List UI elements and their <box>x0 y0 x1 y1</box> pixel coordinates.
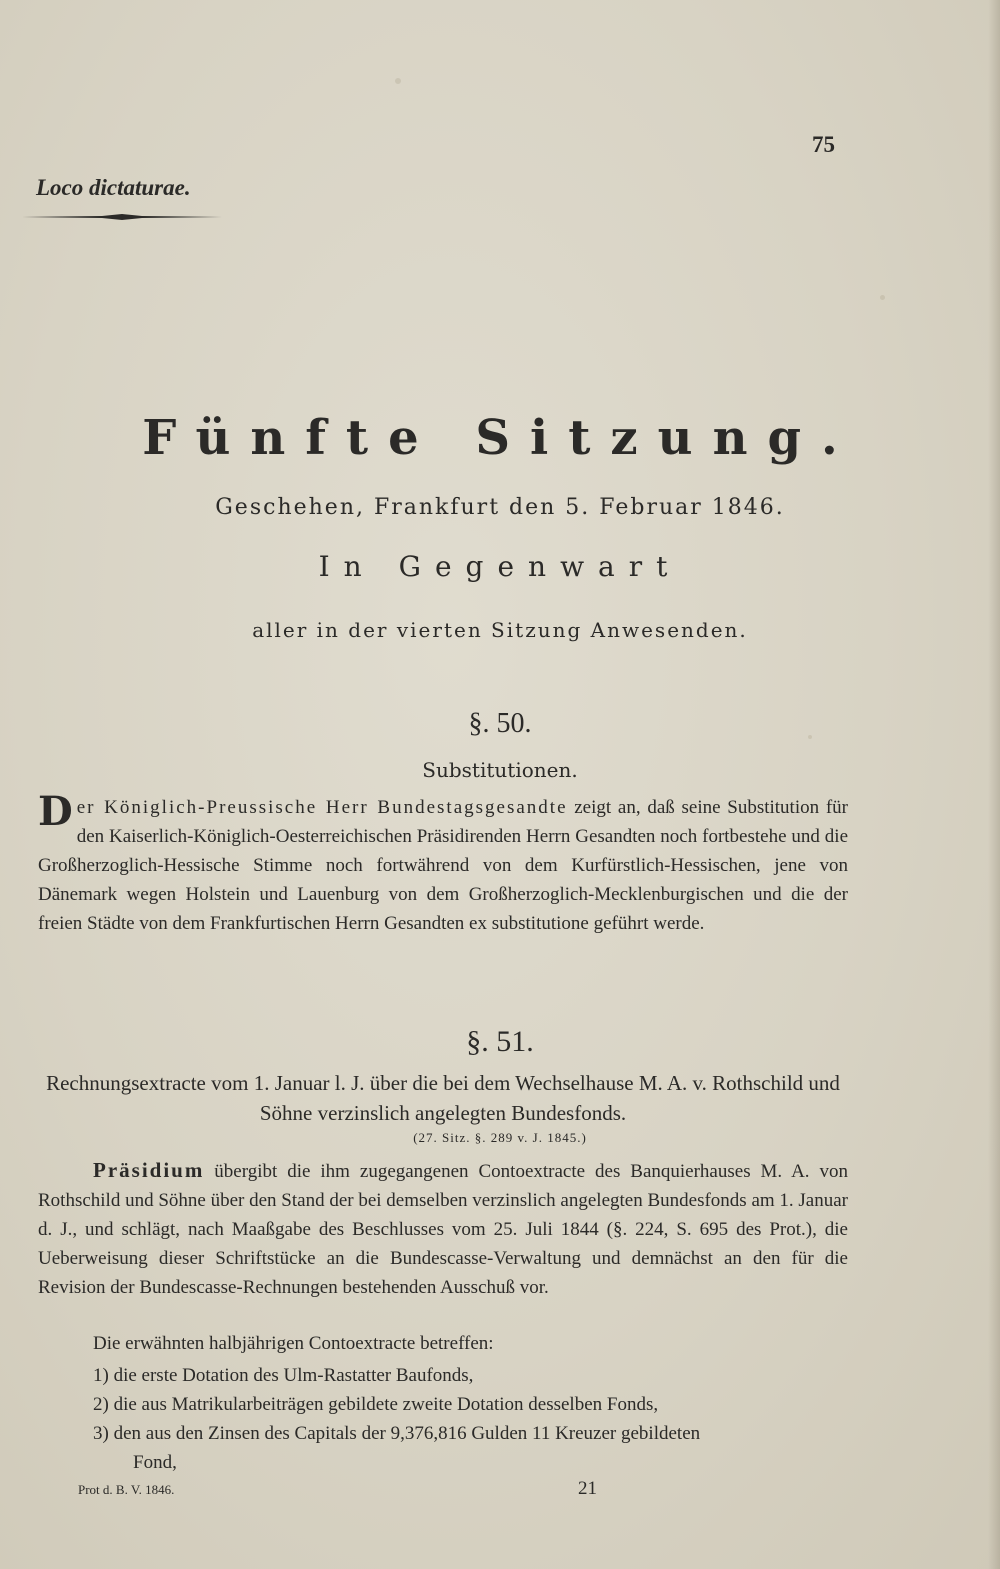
page-number: 75 <box>812 132 835 157</box>
section-51-reference: (27. Sitz. §. 289 v. J. 1845.) <box>413 1130 587 1145</box>
section-50-number: §. 50. <box>468 708 532 739</box>
section-51-paragraph <box>38 1156 848 1302</box>
session-dateline: Geschehen, Frankfurt den 5. Februar 1846. <box>215 495 785 520</box>
session-title: Fünfte Sitzung. <box>142 410 858 466</box>
section-51-number: §. 51. <box>466 1025 534 1058</box>
sheet-number: 21 <box>578 1478 597 1499</box>
paper-stain <box>395 78 401 84</box>
decorative-rule <box>22 212 222 222</box>
page-edge-shadow <box>988 0 1000 1569</box>
section-50-text: zeigt an, daß seine Substitution für den Kaiserlich-Königlich-Oesterreichischen Präsidirenden Herrn Gesandten noch fortbestehe und die Großherzoglich-Hessische Stimme noch fortwährend von dem Kurfürstlich-Hessischen, jene von Dänemark wegen Holstein und Lauenburg von dem Großherzoglich-Mecklenburgischen und die der freien Städte von dem Frankfurtischen Herrn Gesandten ex substitutione geführt werde. <box>38 797 848 934</box>
list-item: 1) die erste Dotation des Ulm-Rastatter Baufonds, <box>93 1365 474 1386</box>
marginal-note: Loco dictaturae. <box>36 175 191 200</box>
list-item: 2) die aus Matrikularbeiträgen gebildete zweite Dotation desselben Fonds, <box>93 1394 659 1415</box>
attendance-line: aller in der vierten Sitzung Anwesenden. <box>252 618 748 642</box>
section-50-paragraph <box>38 788 848 938</box>
signature-mark: Prot d. B. V. 1846. <box>78 1482 175 1497</box>
section-51-lead: Präsidium <box>93 1158 205 1182</box>
contents-list <box>93 1361 853 1477</box>
paper-stain <box>880 295 885 300</box>
section-50-subject: Substitutionen. <box>422 758 578 782</box>
drop-cap: D <box>38 788 73 835</box>
section-51-text: übergibt die ihm zugegangenen Contoextracte des Banquierhauses M. A. von Rothschild und Söhne über den Stand der bei demselben verzinslich angelegten Bundesfonds am 1. Januar d. J., und schlägt, nach Maaßgabe des Beschlusses vom 25. Juli 1844 (§. 224, S. 695 des Prot.), die Ueberweisung dieser Schriftstücke an die Bundescasse-Verwaltung und demnächst an den für die Revision der Bundescasse-Rechnungen bestehenden Ausschuß vor. <box>38 1161 848 1298</box>
list-item-continuation: Fond, <box>133 1452 177 1473</box>
section-50-lead: er Königlich-Preussische Herr Bundestagsgesandte <box>76 797 568 818</box>
contents-intro: Die erwähnten halbjährigen Contoextracte betreffen: <box>93 1333 494 1354</box>
section-51-subject: Rechnungsextracte vom 1. Januar l. J. über die bei dem Wechselhause M. A. v. Rothschild und Söhne verzinslich angelegten Bundesfonds. <box>46 1071 840 1125</box>
list-item: 3) den aus den Zinsen des Capitals der 9,376,816 Gulden 11 Kreuzer gebildeten <box>93 1423 701 1444</box>
presence-heading: In Gegenwart <box>318 550 682 583</box>
